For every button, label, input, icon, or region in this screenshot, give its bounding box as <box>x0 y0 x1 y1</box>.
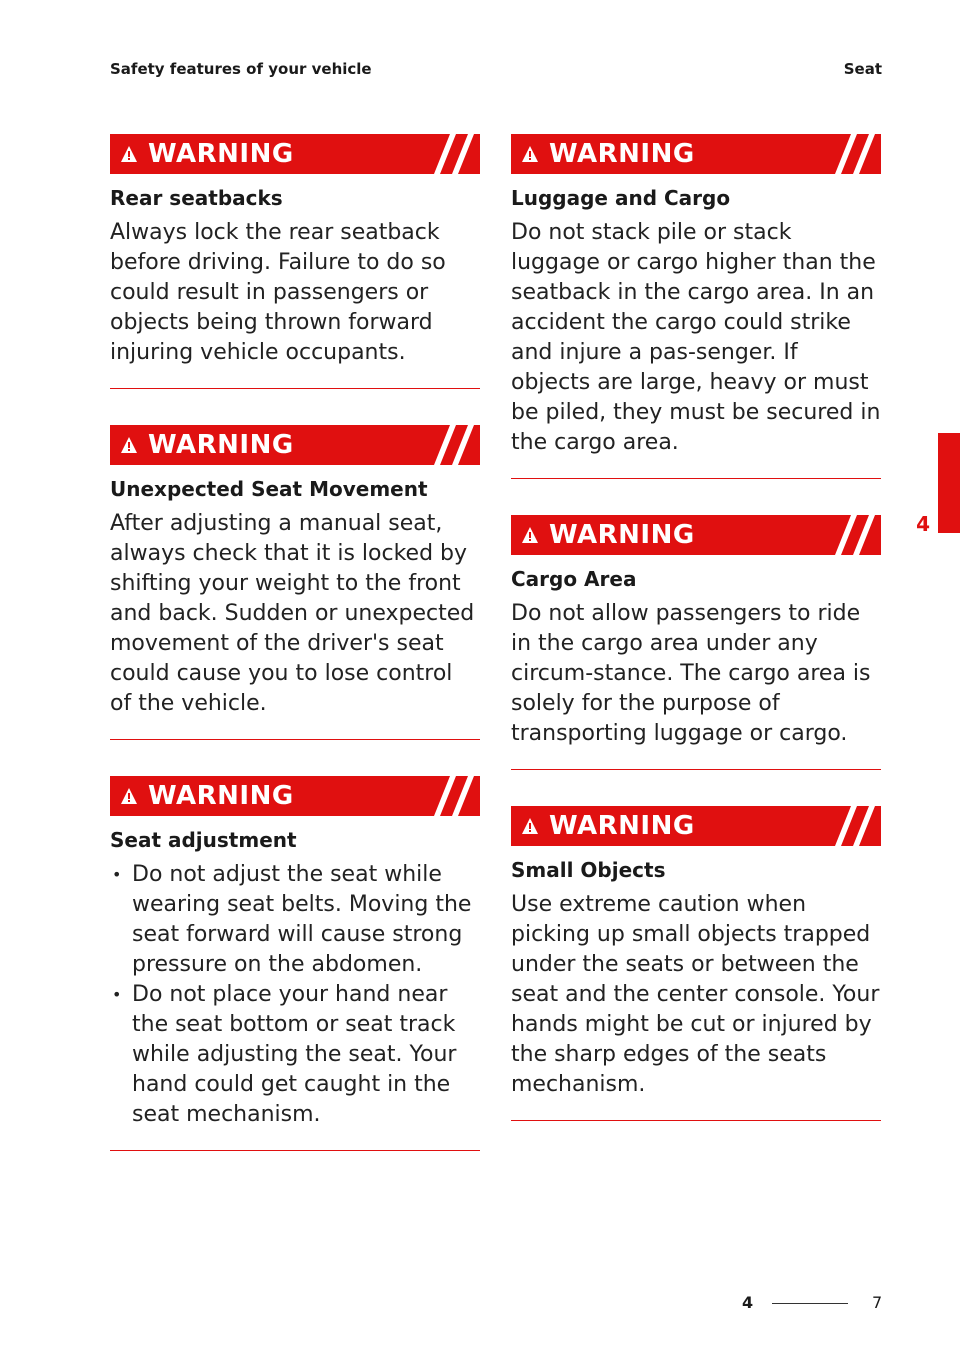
warning-box <box>511 515 881 770</box>
divider <box>110 1150 480 1151</box>
warning-triangle-icon <box>120 145 138 163</box>
warning-text: Do not allow passengers to ride in the cargo area under any circum-stance. The cargo area is solely for the purpose of transporting luggage or cargo. <box>511 601 871 746</box>
warning-triangle-icon <box>120 436 138 454</box>
warning-banner <box>511 134 881 174</box>
warning-banner <box>110 425 480 465</box>
header-section: Safety features of your vehicle <box>110 60 372 78</box>
banner-slashes-icon <box>821 515 881 555</box>
banner-slashes-icon <box>420 776 480 816</box>
chapter-tab-number: 4 <box>916 512 930 536</box>
footer-chapter: 4 <box>742 1293 754 1312</box>
warning-box <box>110 425 480 740</box>
warning-triangle-icon <box>521 526 539 544</box>
warning-banner <box>511 806 881 846</box>
warning-bullet-list <box>110 860 480 1130</box>
right-column <box>511 134 881 1157</box>
page-number: 7 <box>872 1293 883 1312</box>
footer-divider <box>772 1303 848 1304</box>
warning-label: WARNING <box>549 811 695 841</box>
warning-title: Cargo Area <box>511 567 637 591</box>
chapter-tab <box>938 433 960 533</box>
warning-title: Rear seatbacks <box>110 186 283 210</box>
warning-text: After adjusting a manual seat, always check that it is locked by shifting your weight to the front and back. Sudden or unexpected movement of the driver's seat could cause you to lose control of the vehicle. <box>110 511 475 716</box>
banner-slashes-icon <box>821 806 881 846</box>
warning-triangle-icon <box>120 787 138 805</box>
list-item: • Do not place your hand near the seat bottom or seat track while adjusting the seat. Your hand could get caught in the seat mechanism. <box>110 980 480 1130</box>
warning-label: WARNING <box>549 139 695 169</box>
header-topic: Seat <box>843 60 882 78</box>
divider <box>110 739 480 740</box>
warning-text: Always lock the rear seatback before driving. Failure to do so could result in passengers or objects being thrown forward injuring vehicle occupants. <box>110 220 446 365</box>
warning-text: Use extreme caution when picking up small objects trapped under the seats or between the seat and the center console. Your hands might be cut or injured by the sharp edges of the seats mechanism. <box>511 892 880 1097</box>
warning-triangle-icon <box>521 145 539 163</box>
warning-label: WARNING <box>148 430 294 460</box>
warning-triangle-icon <box>521 817 539 835</box>
warning-box <box>511 806 881 1121</box>
warning-label: WARNING <box>148 139 294 169</box>
banner-slashes-icon <box>821 134 881 174</box>
warning-box <box>110 776 480 1151</box>
warning-box <box>511 134 881 479</box>
divider <box>511 478 881 479</box>
warning-label: WARNING <box>549 520 695 550</box>
divider <box>511 769 881 770</box>
banner-slashes-icon <box>420 134 480 174</box>
banner-slashes-icon <box>420 425 480 465</box>
warning-title: Luggage and Cargo <box>511 186 731 210</box>
warning-banner <box>110 776 480 816</box>
warning-banner <box>110 134 480 174</box>
divider <box>511 1120 881 1121</box>
warning-banner <box>511 515 881 555</box>
divider <box>110 388 480 389</box>
warning-title: Small Objects <box>511 858 666 882</box>
warning-text: Do not stack pile or stack luggage or cargo higher than the seatback in the cargo area. In an accident the cargo could strike and injure a pas-senger. If objects are large, heavy or must be piled, they must be secured in the cargo area. <box>511 220 881 455</box>
warning-label: WARNING <box>148 781 294 811</box>
warning-title: Seat adjustment <box>110 828 297 852</box>
warning-box <box>110 134 480 389</box>
left-column <box>110 134 480 1187</box>
list-item: • Do not adjust the seat while wearing seat belts. Moving the seat forward will cause strong pressure on the abdomen. <box>110 860 480 980</box>
warning-title: Unexpected Seat Movement <box>110 477 428 501</box>
